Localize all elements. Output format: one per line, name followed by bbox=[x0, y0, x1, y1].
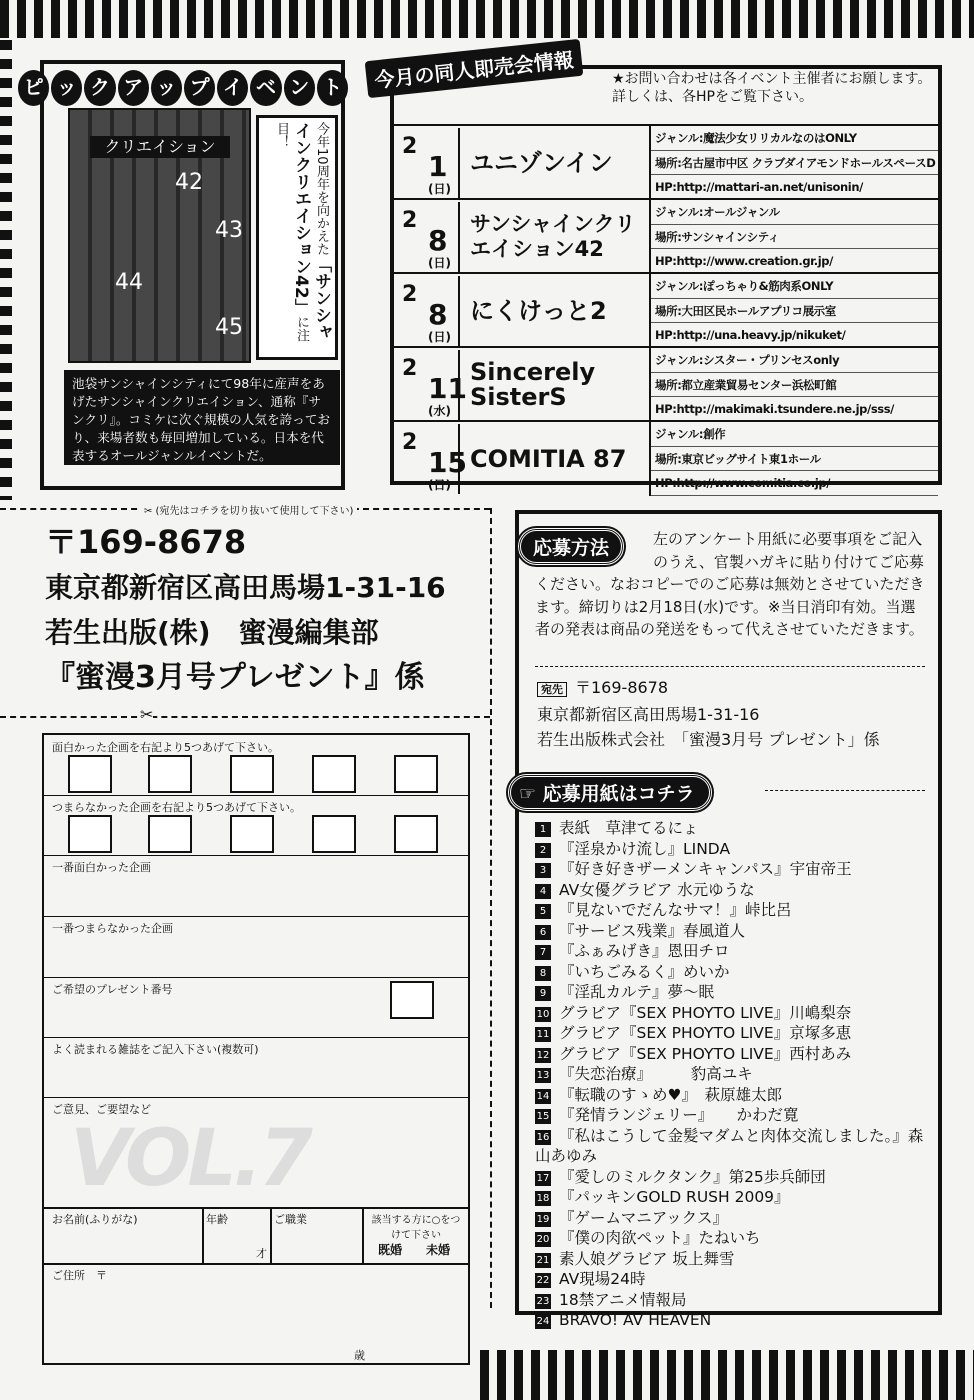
event-row bbox=[394, 346, 938, 420]
mailing-address bbox=[45, 520, 446, 700]
pickup-headline bbox=[256, 115, 338, 360]
item-number: 15 bbox=[536, 1111, 550, 1122]
age-unit: 歳 bbox=[354, 1349, 365, 1362]
list-item bbox=[535, 921, 935, 942]
list-item bbox=[535, 962, 935, 983]
list-item bbox=[535, 1187, 935, 1208]
vol-watermark: VOL.7 bbox=[70, 1114, 309, 1204]
answer-box[interactable] bbox=[230, 815, 274, 853]
event-name: COMITIA 87 bbox=[470, 444, 627, 473]
item-number: 23 bbox=[536, 1295, 550, 1307]
cut-note: ✂ (宛先はコチラを切り抜いて使用して下さい) bbox=[140, 502, 357, 517]
item-number: 3 bbox=[535, 863, 551, 878]
title-char: ン bbox=[284, 70, 315, 106]
destination bbox=[537, 675, 880, 752]
pickup-title bbox=[18, 70, 348, 106]
address-line: 東京都新宿区高田馬場1-31-16 bbox=[45, 571, 446, 604]
top-border-stripes bbox=[0, 0, 974, 38]
event-place: 場所:サンシャインシティ bbox=[651, 225, 938, 250]
destination-label: 宛先 bbox=[537, 682, 567, 697]
item-number: 21 bbox=[536, 1254, 550, 1266]
event-month: 2 bbox=[402, 430, 418, 455]
event-row bbox=[394, 198, 938, 272]
event-weekday: (日) bbox=[428, 330, 451, 344]
answer-box[interactable] bbox=[230, 755, 274, 793]
event-name: にくけっと2 bbox=[470, 296, 607, 325]
item-label: 『転職のすゝめ♥』 萩原雄太郎 bbox=[559, 1085, 783, 1104]
item-label: 『ふぁみげき』恩田チロ bbox=[559, 942, 730, 960]
item-number: 19 bbox=[536, 1213, 550, 1225]
cut-line bbox=[0, 716, 490, 718]
item-label: 『いちごみるく』めいか bbox=[559, 962, 730, 981]
answer-box[interactable] bbox=[394, 815, 438, 853]
left-rail-stripes bbox=[0, 40, 12, 500]
event-homepage[interactable]: HP:http://www.comitia.co.jp/ bbox=[651, 471, 938, 496]
event-weekday: (水) bbox=[428, 404, 451, 418]
item-number: 8 bbox=[535, 966, 551, 981]
events-tab-label: 今月の同人即売会情報 bbox=[365, 39, 584, 98]
item-label: 『パッキンGOLD RUSH 2009』 bbox=[559, 1188, 790, 1206]
event-month: 2 bbox=[402, 282, 418, 307]
event-row bbox=[394, 420, 938, 492]
cover-title: クリエイション bbox=[90, 136, 230, 158]
event-weekday: (日) bbox=[428, 478, 451, 492]
question-label: ご意見、ご要望など bbox=[52, 1103, 151, 1116]
item-number: 16 bbox=[536, 1131, 550, 1143]
answer-box[interactable] bbox=[68, 815, 112, 853]
list-item bbox=[535, 818, 935, 839]
list-item bbox=[535, 900, 935, 921]
answer-box[interactable] bbox=[394, 755, 438, 793]
job-field-label: ご職業 bbox=[274, 1213, 307, 1226]
question-label: つまらなかった企画を右記より5つあげて下さい。 bbox=[52, 801, 301, 814]
answer-box[interactable] bbox=[312, 755, 356, 793]
event-homepage[interactable]: HP:http://makimaki.tsundere.ne.jp/sss/ bbox=[651, 397, 938, 422]
item-label: 『淫泉かけ流し』LINDA bbox=[559, 839, 731, 858]
scissors-icon: ✂ bbox=[140, 705, 154, 724]
event-place: 場所:名古屋市中区 クラブダイアモンドホールスペースD bbox=[651, 151, 938, 176]
item-number: 12 bbox=[536, 1049, 550, 1061]
event-genre: ジャンル:創作 bbox=[651, 422, 938, 447]
cut-line-vertical bbox=[490, 508, 492, 1308]
item-label: 18禁アニメ情報局 bbox=[559, 1290, 687, 1309]
title-char: プ bbox=[184, 70, 215, 106]
list-item bbox=[535, 1310, 935, 1331]
list-item bbox=[535, 1208, 935, 1229]
item-label: 『ゲームマニアックス』 bbox=[559, 1208, 728, 1227]
event-name: Sincerely SisterS bbox=[470, 358, 596, 411]
event-day: 11 bbox=[428, 372, 467, 405]
event-homepage[interactable]: HP:http://www.creation.gr.jp/ bbox=[651, 249, 938, 274]
address-line: 若生出版(株) 蜜漫編集部 bbox=[45, 616, 379, 649]
event-genre: ジャンル:シスター・プリンセスonly bbox=[651, 348, 938, 373]
question-label: よく読まれる雑誌をご記入下さい(複数可) bbox=[52, 1043, 259, 1056]
address-field-label: ご住所 〒 bbox=[52, 1269, 107, 1282]
catalog-cover-image bbox=[68, 108, 251, 363]
age-unit: 才 bbox=[256, 1247, 267, 1260]
title-char: ト bbox=[317, 70, 348, 106]
question-label: 一番面白かった企画 bbox=[52, 861, 151, 874]
list-item bbox=[535, 1064, 935, 1085]
cover-number: 45 bbox=[215, 315, 243, 340]
item-label: 『見ないでだんなサマ！』峠比呂 bbox=[559, 901, 792, 919]
question-label: 面白かった企画を右記より5つあげて下さい。 bbox=[52, 741, 279, 754]
item-number: 13 bbox=[536, 1070, 550, 1081]
item-label: BRAVO! AV HEAVEN bbox=[559, 1311, 712, 1329]
cover-number: 42 bbox=[175, 170, 203, 195]
present-number-box[interactable] bbox=[390, 981, 434, 1019]
title-char: ア bbox=[118, 70, 149, 106]
item-label: グラビア『SEX PHOYTO LIVE』川嶋梨奈 bbox=[559, 1003, 852, 1022]
item-label: グラビア『SEX PHOYTO LIVE』京塚多恵 bbox=[559, 1024, 852, 1042]
item-label: 素人娘グラビア 坂上舞雪 bbox=[559, 1249, 735, 1268]
list-item bbox=[535, 1290, 935, 1311]
item-label: 『愛しのミルクタンク』第25歩兵師団 bbox=[559, 1167, 826, 1186]
event-genre: ジャンル:魔法少女リリカルなのはONLY bbox=[651, 126, 938, 151]
item-label: AV現場24時 bbox=[559, 1270, 646, 1288]
pointing-hand-icon: ☞ bbox=[519, 783, 543, 805]
cover-number: 44 bbox=[115, 270, 143, 295]
event-day: 15 bbox=[428, 446, 467, 479]
item-number: 24 bbox=[536, 1316, 550, 1327]
item-number: 7 bbox=[535, 945, 551, 960]
list-item bbox=[535, 839, 935, 860]
event-row bbox=[394, 272, 938, 346]
list-item bbox=[535, 880, 935, 901]
address-line: 『蜜漫3月号プレゼント』係 bbox=[45, 660, 425, 695]
question-label: 一番つまらなかった企画 bbox=[52, 922, 173, 935]
list-item bbox=[535, 1167, 935, 1188]
event-homepage[interactable]: HP:http://mattari-an.net/unisonin/ bbox=[651, 175, 938, 200]
item-label: 『発情ランジェリー』 かわだ寛 bbox=[559, 1106, 799, 1124]
headline-post: に注目！ bbox=[274, 122, 309, 342]
item-number: 17 bbox=[536, 1172, 550, 1184]
events-table bbox=[390, 65, 942, 492]
event-genre: ジャンル:ぽっちゃり&筋肉系ONLY bbox=[651, 274, 938, 299]
item-number: 18 bbox=[536, 1193, 550, 1204]
answer-box[interactable] bbox=[148, 815, 192, 853]
married-option[interactable]: 既婚 bbox=[378, 1243, 403, 1257]
survey-form bbox=[42, 733, 470, 1365]
destination-line: 東京都新宿区高田馬場1-31-16 bbox=[537, 705, 760, 724]
title-char: ベ bbox=[250, 70, 281, 106]
event-weekday: (日) bbox=[428, 256, 451, 270]
item-number: 22 bbox=[536, 1275, 550, 1286]
event-place: 場所:東京ビッグサイト東1ホール bbox=[651, 447, 938, 472]
mark-note: 該当する方に○をつけて下さい bbox=[371, 1215, 461, 1241]
item-label: 『淫乱カルテ』夢～眠 bbox=[559, 983, 715, 1001]
question-label: ご希望のプレゼント番号 bbox=[52, 983, 173, 996]
item-number: 6 bbox=[535, 925, 551, 940]
event-month: 2 bbox=[402, 356, 418, 381]
item-number: 1 bbox=[535, 822, 551, 837]
list-item bbox=[535, 1105, 935, 1126]
item-number: 4 bbox=[535, 884, 551, 899]
item-number: 11 bbox=[536, 1029, 550, 1040]
howto-label: 応募方法 bbox=[518, 528, 624, 565]
bottom-border-stripes bbox=[480, 1350, 974, 1400]
item-number: 14 bbox=[536, 1090, 550, 1102]
event-name: ユニゾンイン bbox=[470, 148, 613, 177]
list-item bbox=[535, 982, 935, 1003]
item-label: 表紙 草津てるにょ bbox=[559, 819, 699, 837]
list-item bbox=[535, 1085, 935, 1106]
answer-box[interactable] bbox=[148, 755, 192, 793]
destination-line: 若生出版株式会社 「蜜漫3月号 プレゼント」係 bbox=[537, 730, 880, 749]
item-number: 10 bbox=[536, 1008, 550, 1020]
item-label: 『サービス残業』春風道人 bbox=[559, 921, 746, 940]
event-genre: ジャンル:オールジャンル bbox=[651, 200, 938, 225]
item-label: 『失恋治療』 豹高ユキ bbox=[559, 1065, 753, 1083]
item-label: 『僕の肉欲ペット』たねいち bbox=[559, 1229, 761, 1247]
event-place: 場所:大田区民ホールアプリコ展示室 bbox=[651, 299, 938, 324]
divider bbox=[535, 666, 925, 667]
event-month: 2 bbox=[402, 134, 418, 159]
title-char: ッ bbox=[51, 70, 82, 106]
address-zip: 〒169-8678 bbox=[45, 523, 247, 561]
item-label: グラビア『SEX PHOYTO LIVE』西村あみ bbox=[559, 1044, 852, 1063]
answer-box[interactable] bbox=[68, 755, 112, 793]
title-char: ッ bbox=[151, 70, 182, 106]
howto-text: 左のアンケート用紙に必要事項をご記入のうえ、官製ハガキに貼り付けてご応募ください。なおコピーでのご応募は無効とさせていただきます。締切りは2月18日(水)です。※当日消印有効。当選者の発表は商品の発送をもって代えさせていただきます。 bbox=[535, 530, 925, 638]
list-item bbox=[535, 1228, 935, 1249]
entry-list bbox=[535, 818, 935, 1331]
event-weekday: (日) bbox=[428, 182, 451, 196]
event-homepage[interactable]: HP:http://una.heavy.jp/nikuket/ bbox=[651, 323, 938, 348]
age-field-label: 年齢 bbox=[206, 1213, 228, 1226]
event-day: 8 bbox=[428, 224, 448, 257]
title-char: ク bbox=[84, 70, 115, 106]
list-item bbox=[535, 859, 935, 880]
entry-list-label bbox=[508, 774, 712, 811]
divider bbox=[765, 790, 925, 791]
cover-number: 43 bbox=[215, 218, 243, 243]
answer-box[interactable] bbox=[312, 815, 356, 853]
item-label: 『私はこうして金髪マダムと肉体交流しました。』森山あゆみ bbox=[535, 1126, 924, 1165]
list-item bbox=[535, 1003, 935, 1024]
item-number: 9 bbox=[535, 986, 551, 1001]
list-item bbox=[535, 1269, 935, 1290]
title-char: イ bbox=[217, 70, 248, 106]
events-note: ★お問い合わせは各イベント主催者にお願します。詳しくは、各HPをご覧下さい。 bbox=[612, 71, 932, 105]
item-label: AV女優グラビア 水元ゆうな bbox=[559, 880, 755, 899]
event-name: サンシャインクリエイション42 bbox=[470, 212, 636, 261]
event-day: 8 bbox=[428, 298, 448, 331]
item-number: 5 bbox=[535, 904, 551, 919]
list-item bbox=[535, 1044, 935, 1065]
item-number: 2 bbox=[535, 843, 551, 858]
title-char: ピ bbox=[18, 70, 49, 106]
item-number: 20 bbox=[536, 1234, 550, 1245]
pickup-description: 池袋サンシャインシティにて98年に産声をあげたサンシャインクリエイション、通称『サンクリ』。コミケに次ぐ規模の人気を誇っており、来場者数も毎回増加している。日本を代表するオールジャンルイベントだ。 bbox=[64, 370, 340, 465]
event-place: 場所:都立産業貿易センター浜松町館 bbox=[651, 373, 938, 398]
list-item bbox=[535, 941, 935, 962]
headline-pre: 今年10周年を向かえた bbox=[314, 122, 329, 256]
destination-zip: 〒169-8678 bbox=[575, 678, 669, 697]
event-day: 1 bbox=[428, 150, 448, 183]
name-field-label: お名前(ふりがな) bbox=[52, 1213, 138, 1226]
headline: 「サンシャインクリエイション42」 bbox=[291, 122, 331, 341]
list-item bbox=[535, 1023, 935, 1044]
event-row bbox=[394, 124, 938, 198]
list-item bbox=[535, 1126, 935, 1167]
item-label: 『好き好きザーメンキャンパス』宇宙帝王 bbox=[559, 860, 852, 878]
list-item bbox=[535, 1249, 935, 1270]
single-option[interactable]: 未婚 bbox=[426, 1243, 451, 1257]
event-month: 2 bbox=[402, 208, 418, 233]
entry-list-title: 応募用紙はコチラ bbox=[542, 783, 695, 805]
